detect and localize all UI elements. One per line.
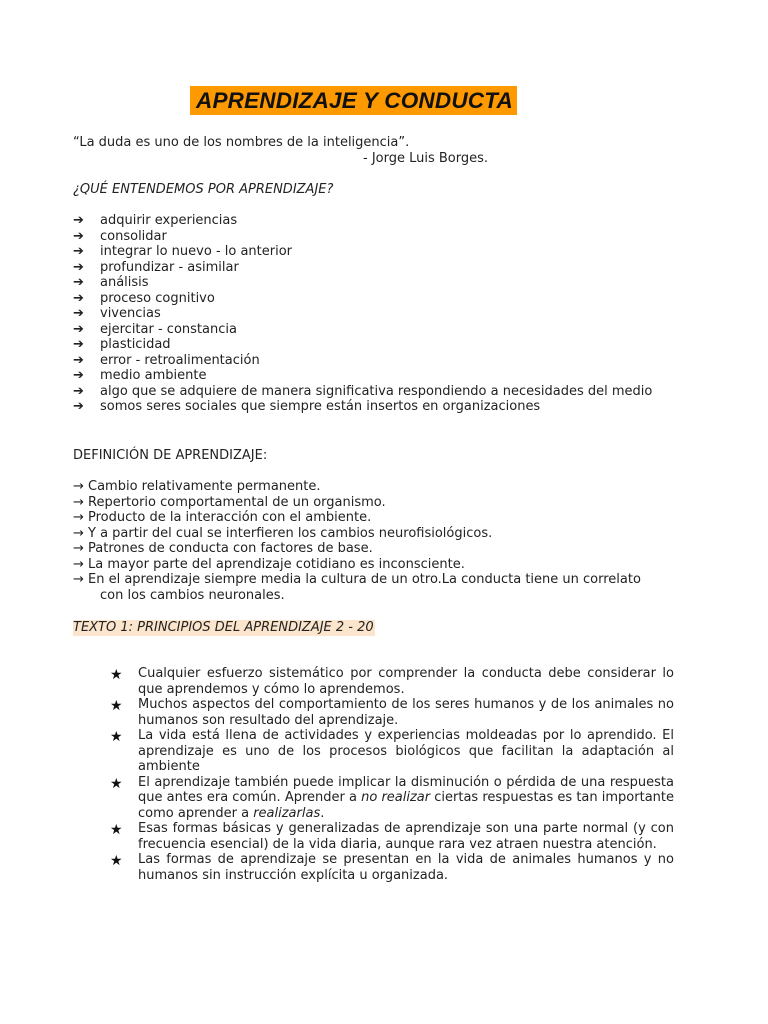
- list-item: [73, 322, 652, 338]
- list-item-text: profundizar - asimilar: [100, 259, 239, 275]
- arrow-bullet-icon: ➔: [73, 244, 84, 259]
- epigraph-author: - Jorge Luis Borges.: [363, 150, 489, 166]
- arrow-bullet-icon: ➔: [73, 306, 84, 321]
- arrow-bullet-icon: ➔: [73, 337, 84, 352]
- list-item: [73, 368, 652, 384]
- star-bullet-icon: ★: [110, 853, 123, 869]
- list-item-text: somos seres sociales que siempre están insertos en organizaciones: [100, 399, 541, 414]
- star-bullet-icon: ★: [110, 775, 123, 792]
- list-item: [73, 353, 652, 369]
- list-item-text: Patrones de conducta con factores de base.: [88, 541, 373, 556]
- arrow-bullet-icon: ➔: [73, 399, 84, 414]
- list-item: [73, 541, 675, 557]
- definition-list: [73, 479, 675, 603]
- right-arrow-icon: →: [73, 541, 84, 556]
- list-item-text: En el aprendizaje siempre media la cultura de un otro.La conducta tiene un correlato: [88, 572, 641, 587]
- list-item: [73, 510, 675, 526]
- arrow-bullet-icon: ➔: [73, 290, 84, 306]
- text-segment: .: [320, 805, 325, 821]
- list-item-text: Cualquier esfuerzo sistemático por comprender la conducta debe considerar lo que aprendemos y cómo lo aprendemos.: [138, 666, 674, 697]
- list-item: [110, 666, 674, 697]
- list-item: [73, 275, 652, 291]
- arrow-bullet-icon: ➔: [73, 275, 84, 290]
- definition-heading: DEFINICIÓN DE APRENDIZAJE:: [73, 448, 268, 463]
- list-item-text: análisis: [100, 275, 149, 290]
- arrow-bullet-icon: ➔: [73, 368, 84, 383]
- page-title: APRENDIZAJE Y CONDUCTA: [190, 86, 517, 115]
- arrow-bullet-icon: ➔: [73, 352, 84, 368]
- list-item-text: La mayor parte del aprendizaje cotidiano es inconsciente.: [88, 556, 465, 572]
- arrow-bullet-icon: ➔: [73, 213, 84, 228]
- concept-list: [73, 213, 652, 415]
- arrow-bullet-icon: ➔: [73, 383, 84, 399]
- list-item: [73, 572, 675, 588]
- list-item-text: adquirir experiencias: [100, 213, 238, 228]
- list-item: [73, 244, 652, 260]
- list-item: [110, 697, 674, 728]
- arrow-bullet-icon: ➔: [73, 228, 84, 244]
- list-item: [73, 526, 675, 542]
- list-item-text: Cambio relativamente permanente.: [88, 479, 321, 494]
- arrow-bullet-icon: ➔: [73, 321, 84, 337]
- list-item-text: Las formas de aprendizaje se presentan en la vida de animales humanos y no humanos sin instrucción explícita u organizada.: [138, 852, 674, 883]
- emphasis-text: realizarlas: [253, 805, 321, 821]
- list-item-text: Y a partir del cual se interfieren los cambios neurofisiológicos.: [88, 525, 493, 541]
- right-arrow-icon: →: [73, 556, 84, 572]
- list-item-continuation: con los cambios neuronales.: [100, 587, 285, 603]
- list-item-text: integrar lo nuevo - lo anterior: [100, 244, 293, 259]
- right-arrow-icon: →: [73, 479, 84, 494]
- right-arrow-icon: →: [73, 572, 84, 587]
- list-item: [73, 479, 675, 495]
- emphasis-text: no realizar: [361, 790, 431, 805]
- list-item-text: Muchos aspectos del comportamiento de los seres humanos y de los animales no humanos son resultado del aprendizaje.: [138, 697, 674, 728]
- star-bullet-icon: ★: [110, 729, 123, 745]
- star-bullet-icon: ★: [110, 667, 123, 683]
- list-item-text: proceso cognitivo: [100, 290, 215, 306]
- list-item: [110, 728, 674, 775]
- list-item: [73, 260, 652, 276]
- list-item-text: Producto de la interacción con el ambiente.: [88, 510, 372, 525]
- right-arrow-icon: →: [73, 525, 84, 541]
- list-item-text: [138, 775, 674, 822]
- title-container: [190, 86, 517, 115]
- list-item-text: algo que se adquiere de manera significativa respondiendo a necesidades del medio: [100, 383, 653, 399]
- right-arrow-icon: →: [73, 494, 84, 510]
- list-item: [73, 213, 652, 229]
- epigraph-text: “La duda es uno de los nombres de la inteligencia”.: [73, 135, 410, 150]
- star-bullet-icon: ★: [110, 822, 123, 838]
- list-item: [73, 495, 675, 511]
- list-item: [73, 384, 652, 400]
- text-segment: ciertas respuestas es tan importante como aprender a: [138, 790, 675, 821]
- epigraph: [73, 135, 693, 166]
- list-item: [73, 557, 675, 573]
- list-item: [73, 337, 652, 353]
- list-item: [73, 399, 652, 415]
- right-arrow-icon: →: [73, 510, 84, 525]
- list-item-text: Esas formas básicas y generalizadas de aprendizaje son una parte normal (y con frecuencia esencial) de la vida diaria, aunque rara vez atraen nuestra atención.: [138, 821, 674, 852]
- list-item: [73, 306, 652, 322]
- list-item: [110, 821, 674, 852]
- section-heading-texto-1: TEXTO 1: PRINCIPIOS DEL APRENDIZAJE 2 - 20: [73, 620, 374, 635]
- principles-list: [110, 666, 674, 883]
- list-item-text: consolidar: [100, 228, 167, 244]
- list-item-text: Repertorio comportamental de un organismo.: [88, 494, 386, 510]
- list-item: [110, 852, 674, 883]
- list-item-text: vivencias: [100, 306, 161, 321]
- star-bullet-icon: ★: [110, 698, 123, 714]
- list-item-text: ejercitar - constancia: [100, 321, 237, 337]
- list-item-text: plasticidad: [100, 337, 171, 352]
- arrow-bullet-icon: ➔: [73, 259, 84, 275]
- list-item: [110, 775, 674, 822]
- list-item-text: error - retroalimentación: [100, 352, 260, 368]
- text-segment: El aprendizaje también puede implicar la disminución o pérdida de una respuesta que antes era común. Aprender a: [138, 774, 674, 805]
- list-item: [73, 229, 652, 245]
- question-heading: ¿QUÉ ENTENDEMOS POR APRENDIZAJE?: [73, 182, 334, 197]
- list-item-text: medio ambiente: [100, 368, 207, 383]
- list-item: [73, 291, 652, 307]
- list-item-text: La vida está llena de actividades y experiencias moldeadas por lo aprendido. El aprendizaje es uno de los procesos biológicos que facilitan la adaptación al ambiente: [138, 728, 674, 774]
